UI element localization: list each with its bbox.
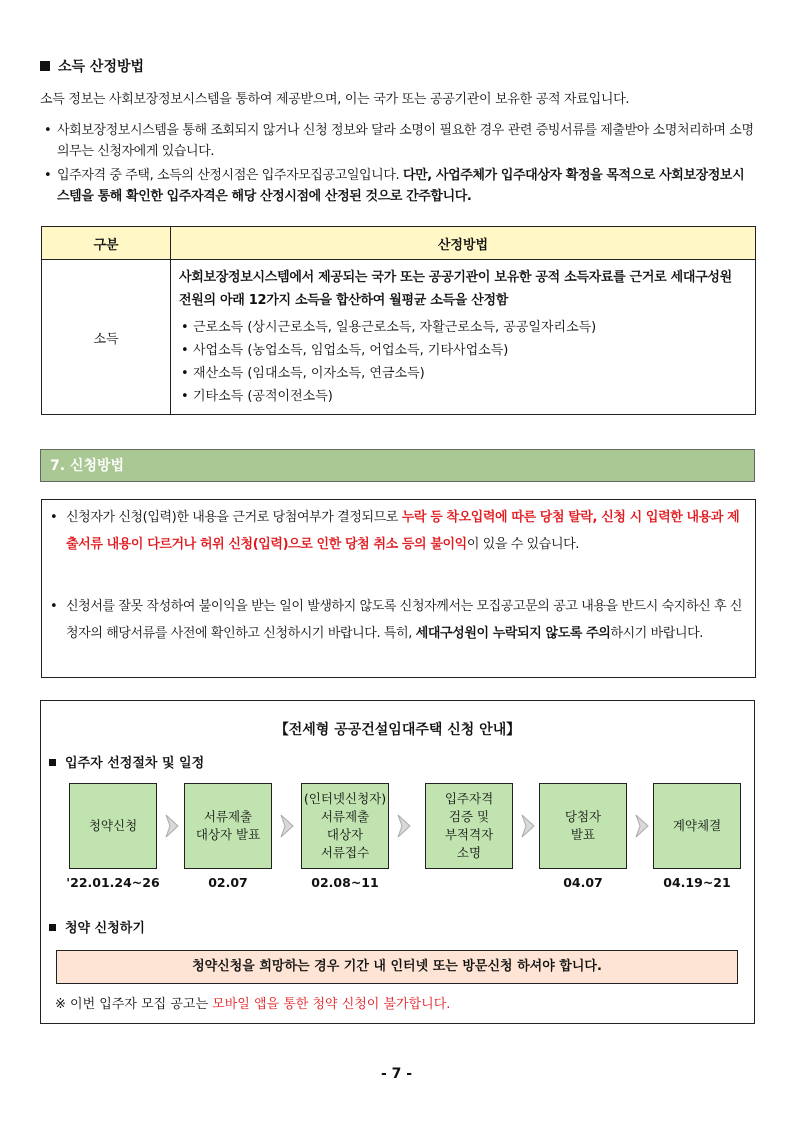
table-row-label: 소득 (42, 260, 171, 415)
process-step (184, 783, 272, 869)
table-header-method: 산정방법 (171, 227, 756, 260)
process-step-date: 04.19~21 (663, 875, 731, 890)
notice-box (41, 499, 756, 678)
process-step (539, 783, 627, 869)
list-item: • 재산소득 (임대소득, 이자소득, 연금소득) (179, 362, 747, 385)
list-item: • 사업소득 (농업소득, 임업소득, 어업소득, 기타사업소득) (179, 339, 747, 362)
section7-heading: 7. 신청방법 (40, 449, 755, 482)
process-step (653, 783, 741, 869)
income-method-table (41, 226, 756, 415)
guide-subtitle-schedule: 입주자 선정절차 및 일정 (49, 752, 204, 771)
page-number: - 7 - (380, 1066, 413, 1082)
income-bullet-1: • 사회보장정보시스템을 통해 조회되지 않거나 신청 정보와 달라 소명이 필요한 경우 관련 증빙서류를 제출받아 소명처리하며 소명의무는 신청자에게 있습니다. (40, 120, 755, 162)
process-step-label: 계약체결 (672, 818, 722, 833)
apply-notice-box: 청약신청을 희망하는 경우 기간 내 인터넷 또는 방문신청 하셔야 합니다. (56, 950, 738, 984)
guide-subtitle-apply: 청약 신청하기 (49, 917, 145, 936)
guide-title: 【전세형 공공건설임대주택 신청 안내】 (274, 722, 521, 738)
table-header-category: 구분 (42, 227, 171, 260)
list-item: • 근로소득 (상시근로소득, 일용근로소득, 자활근로소득, 공공일자리소득) (179, 316, 747, 339)
process-step-date: 02.08~11 (311, 875, 379, 890)
bullet-icon: • (44, 123, 52, 138)
process-step-label: 입주자격 검증 및 부적격자 소명 (444, 791, 494, 860)
chevron-right-icon (277, 813, 297, 839)
table-row (42, 260, 756, 415)
process-step-date: 02.07 (208, 875, 248, 890)
bullet-icon: • (50, 599, 58, 614)
notice-item-2: • 신청서를 잘못 작성하여 불이익을 받는 일이 발생하지 않도록 신청자께서는 모집공고문의 공고 내용을 반드시 숙지하신 후 신청자의 해당서류를 사전에 확인하고 신청하시기 바랍니다. 특히, 세대구성원이 누락되지 않도록 주의하시기 바랍니다. (50, 593, 746, 647)
application-guide-box (40, 700, 755, 1024)
table-row-content (171, 260, 756, 415)
process-step-date: '22.01.24~26 (66, 875, 160, 890)
bullet-icon: • (50, 510, 58, 525)
process-step-date: 04.07 (563, 875, 603, 890)
mobile-note: ※ 이번 입주자 모집 공고는 모바일 앱을 통한 청약 신청이 불가합니다. (55, 997, 451, 1012)
square-bullet-icon (49, 759, 56, 766)
process-step (425, 783, 513, 869)
notice-item-1: • 신청자가 신청(입력)한 내용을 근거로 당첨여부가 결정되므로 누락 등 착오입력에 따른 당첨 탈락, 신청 시 입력한 내용과 제출서류 내용이 다르거나 허위 신청(입력)으로 인한 당첨 취소 등의 불이익이 있을 수 있습니다. (50, 504, 746, 558)
chevron-right-icon (518, 813, 538, 839)
table-header-row (42, 227, 756, 260)
chevron-right-icon (632, 813, 652, 839)
square-bullet-icon (40, 61, 50, 71)
process-step-label: 청약신청 (88, 818, 138, 833)
income-section-title: 소득 산정방법 (40, 56, 144, 76)
income-type-list (179, 316, 747, 408)
process-step (69, 783, 157, 869)
process-step-label: (인터넷신청자) 서류제출 대상자 서류접수 (303, 791, 387, 860)
process-step (301, 783, 389, 869)
chevron-right-icon (162, 813, 182, 839)
square-bullet-icon (49, 924, 56, 931)
income-bullet-2: • 입주자격 중 주택, 소득의 산정시점은 입주자모집공고일입니다. 다만, 사업주체가 입주대상자 확정을 목적으로 사회보장정보시스템을 통해 확인한 입주자격은 해당 산정시점에 산정된 것으로 간주합니다. (40, 165, 755, 207)
table-intro-text: 사회보장정보시스템에서 제공되는 국가 또는 공공기관이 보유한 공적 소득자료를 근거로 세대구성원 전원의 아래 12가지 소득을 합산하여 월평균 소득을 산정함 (179, 270, 732, 308)
process-step-label: 서류제출 대상자 발표 (195, 809, 261, 842)
list-item: • 기타소득 (공적이전소득) (179, 385, 747, 408)
bullet-icon: • (44, 168, 52, 183)
process-step-label: 당첨자 발표 (564, 809, 602, 842)
income-intro-text: 소득 정보는 사회보장정보시스템을 통하여 제공받으며, 이는 국가 또는 공공기관이 보유한 공적 자료입니다. (40, 92, 630, 107)
chevron-right-icon (394, 813, 414, 839)
